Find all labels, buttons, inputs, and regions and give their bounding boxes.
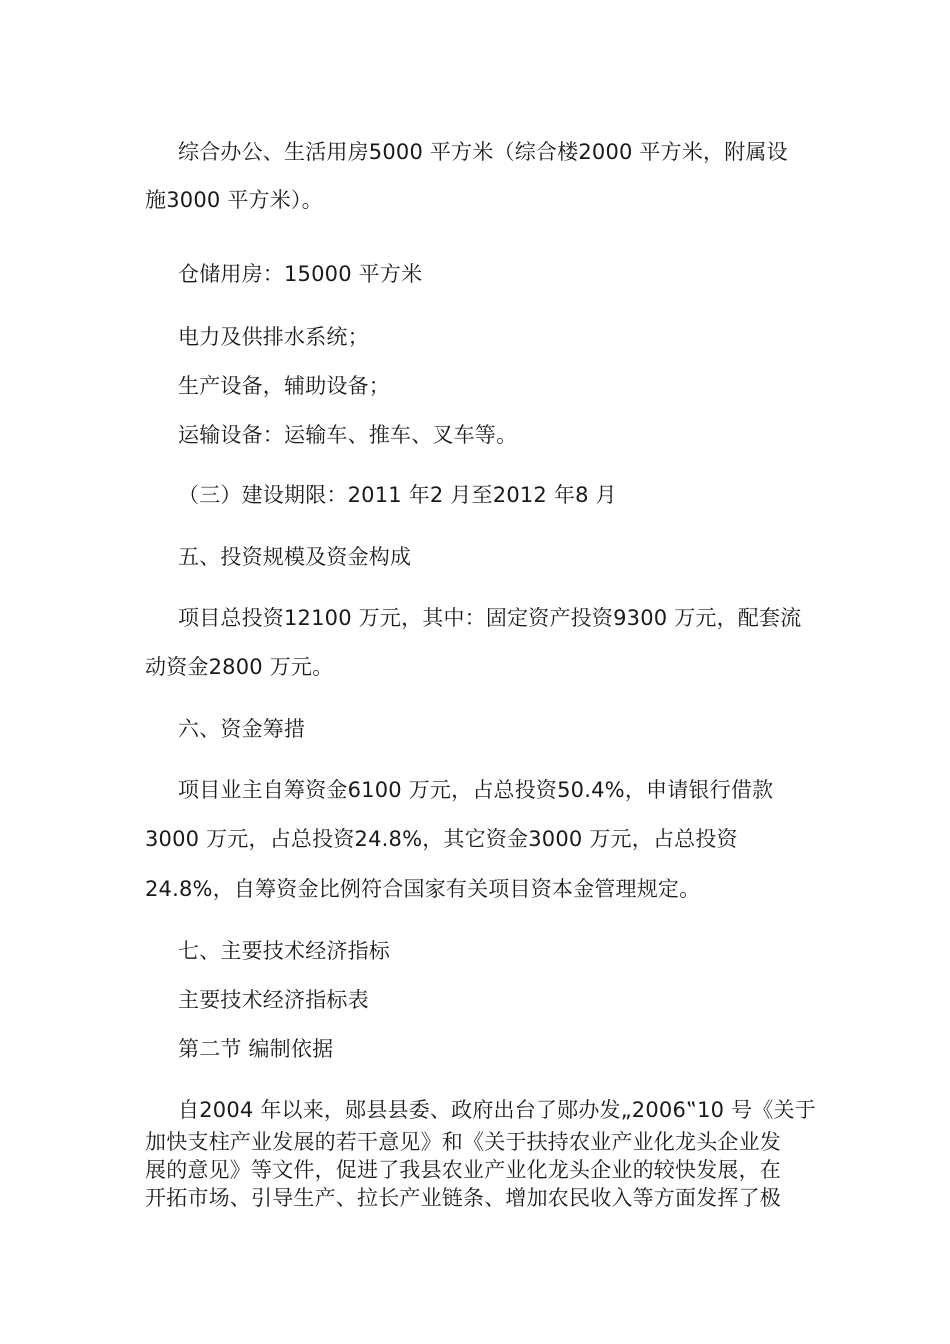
section-heading: 第二节 编制依据 (178, 1037, 334, 1061)
paragraph-line: 开拓市场、引导生产、拉长产业链条、增加农民收入等方面发挥了极 (145, 1186, 781, 1210)
paragraph-line: 24.8%，自筹资金比例符合国家有关项目资本金管理规定。 (145, 877, 701, 901)
section-heading: 六、资金筹措 (178, 717, 306, 741)
paragraph-line: 运输设备：运输车、推车、叉车等。 (178, 423, 518, 447)
paragraph-line: 项目业主自筹资金6100 万元，占总投资50.4%，申请银行借款 (178, 778, 774, 802)
table-caption: 主要技术经济指标表 (178, 988, 369, 1012)
paragraph-line: 展的意见》等文件，促进了我县农业产业化龙头企业的较快发展，在 (145, 1158, 781, 1182)
section-heading: 七、主要技术经济指标 (178, 939, 390, 963)
paragraph-line: 3000 万元，占总投资24.8%，其它资金3000 万元，占总投资 (145, 827, 738, 851)
paragraph-line: 施3000 平方米）。 (145, 188, 323, 212)
paragraph-line: 自2004 年以来，郧县县委、政府出台了郧办发„2006‟10 号《关于 (178, 1098, 816, 1122)
paragraph-line: 动资金2800 万元。 (145, 655, 334, 679)
paragraph-line: 加快支柱产业发展的若干意见》和《关于扶持农业产业化龙头企业发 (145, 1130, 781, 1154)
section-heading: （三）建设期限：2011 年2 月至2012 年8 月 (178, 483, 617, 507)
paragraph-line: 生产设备，辅助设备； (178, 374, 390, 398)
paragraph-line: 仓储用房：15000 平方米 (178, 262, 423, 286)
paragraph-line: 项目总投资12100 万元，其中：固定资产投资9300 万元，配套流 (178, 606, 802, 630)
paragraph-line: 电力及供排水系统； (178, 325, 369, 349)
section-heading: 五、投资规模及资金构成 (178, 545, 412, 569)
paragraph-line: 综合办公、生活用房5000 平方米（综合楼2000 平方米，附属设 (178, 140, 788, 164)
